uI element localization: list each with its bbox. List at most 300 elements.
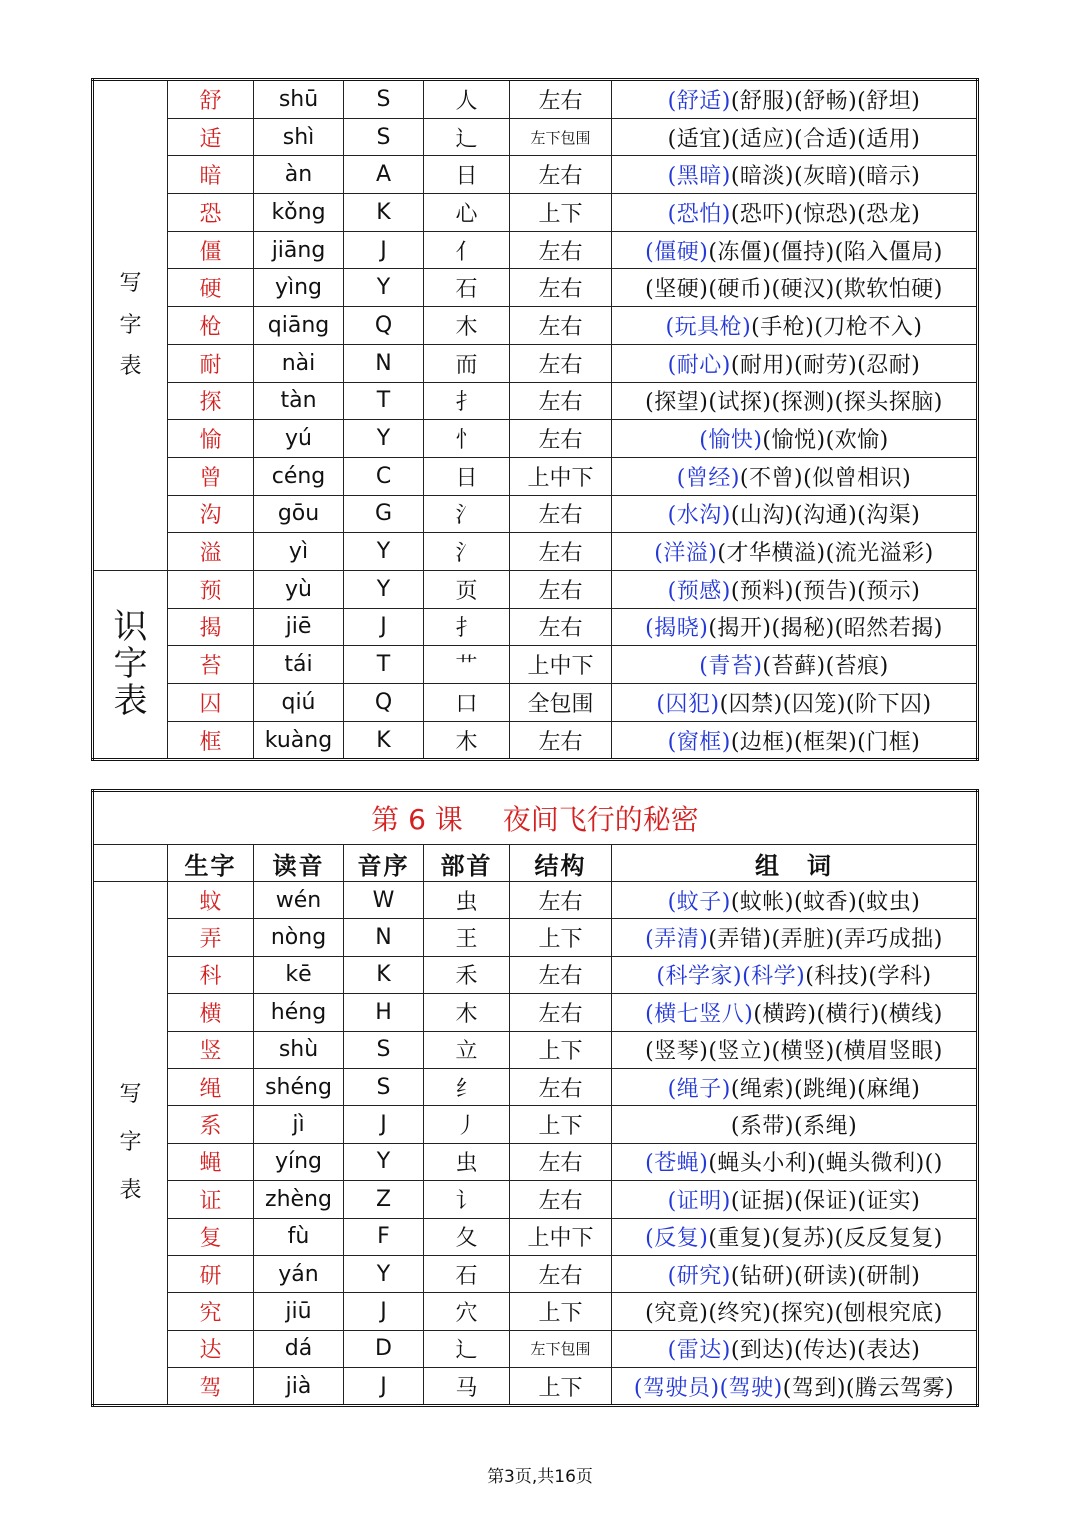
word-group: (蚊帐)(蚊香)(蚊虫) [730,889,921,915]
pinyin-cell: shì [254,118,344,156]
char-cell: 耐 [168,344,254,382]
radical-cell: 亻 [424,231,510,269]
structure-cell: 左右 [510,721,612,760]
table-row [93,570,978,608]
pinyin-cell: jià [254,1368,344,1406]
word-group: (玩具枪) [665,314,752,340]
char-cell: 预 [168,570,254,608]
word-group: (蝇头小利)(蝇头微利)() [708,1151,943,1177]
radical-cell: 石 [424,1255,510,1292]
structure-cell: 上下 [510,919,612,956]
pinyin-cell: yán [254,1255,344,1292]
word-group: (愉快) [699,428,763,454]
char-cell: 弄 [168,919,254,956]
table-row [93,608,978,646]
seq-cell: J [344,1368,424,1406]
radical-cell: 辶 [424,118,510,156]
radical-cell: 木 [424,721,510,760]
radical-cell: 禾 [424,956,510,993]
words-cell [612,1368,978,1406]
header-char: 生字 [168,845,254,882]
structure-cell: 上下 [510,1293,612,1330]
table-row [93,118,978,156]
word-group: (青苔) [699,654,763,680]
header-pinyin: 读音 [254,845,344,882]
table-row [93,1031,978,1068]
table-row [93,231,978,269]
word-group: (黑暗) [667,164,731,190]
word-group: (到达)(传达)(表达) [730,1338,921,1364]
seq-cell: J [344,1106,424,1143]
pinyin-cell: yù [254,570,344,608]
radical-cell: 虫 [424,1143,510,1180]
word-group: (愉悦)(欢愉) [762,428,889,454]
radical-cell: 木 [424,994,510,1031]
word-group: (洋溢) [654,541,718,567]
radical-cell: 日 [424,156,510,194]
seq-cell: S [344,1068,424,1105]
seq-cell: S [344,118,424,156]
table-row [93,344,978,382]
structure-cell: 左右 [510,231,612,269]
pinyin-cell: tàn [254,382,344,420]
pinyin-cell: jì [254,1106,344,1143]
words-cell [612,1181,978,1218]
structure-cell: 左右 [510,269,612,307]
radical-cell: 日 [424,457,510,495]
radical-cell: 氵 [424,533,510,571]
radical-cell: 木 [424,307,510,345]
table-row [93,457,978,495]
seq-cell: H [344,994,424,1031]
char-cell: 硬 [168,269,254,307]
words-cell [612,956,978,993]
words-cell [612,1293,978,1330]
group-label: 写字表 [119,1081,142,1204]
words-cell [612,344,978,382]
char-cell: 系 [168,1106,254,1143]
pinyin-cell: tái [254,646,344,684]
lesson-number: 第 6 课 [371,803,463,836]
seq-cell: Z [344,1181,424,1218]
pinyin-cell: zhèng [254,1181,344,1218]
structure-cell: 左下包围 [510,118,612,156]
word-group: (重复)(复苏)(反反复复) [708,1226,943,1252]
table-row [93,1255,978,1292]
radical-cell: 王 [424,919,510,956]
seq-cell: Y [344,420,424,458]
pinyin-cell: jiū [254,1293,344,1330]
word-group: (僵硬) [645,239,709,265]
words-cell [612,684,978,722]
char-cell: 适 [168,118,254,156]
word-group: (揭晓) [645,616,709,642]
char-cell: 囚 [168,684,254,722]
char-cell: 曾 [168,457,254,495]
char-cell: 沟 [168,495,254,533]
word-group: (证明) [667,1188,731,1214]
table-row [93,1068,978,1105]
pinyin-cell: wén [254,882,344,919]
structure-cell: 上下 [510,1106,612,1143]
table-row [93,533,978,571]
structure-cell: 左右 [510,80,612,119]
table-row [93,1293,978,1330]
structure-cell: 上中下 [510,457,612,495]
word-group: (恐怕) [667,201,731,227]
words-cell [612,646,978,684]
char-cell: 探 [168,382,254,420]
seq-cell: K [344,956,424,993]
char-cell: 枪 [168,307,254,345]
words-cell [612,382,978,420]
table-row [93,646,978,684]
structure-cell: 左右 [510,994,612,1031]
pinyin-cell: qiú [254,684,344,722]
word-group: (钻研)(研读)(研制) [730,1263,921,1289]
header-blank [93,845,168,882]
word-group: (驾驶员)(驾驶) [633,1375,783,1401]
words-cell [612,80,978,119]
structure-cell: 左右 [510,495,612,533]
seq-cell: Y [344,570,424,608]
structure-cell: 左右 [510,533,612,571]
radical-cell: 穴 [424,1293,510,1330]
table-row [93,269,978,307]
radical-cell: 人 [424,80,510,119]
structure-cell: 左右 [510,1181,612,1218]
char-cell: 暗 [168,156,254,194]
structure-cell: 上下 [510,1368,612,1406]
word-group: (适宜)(适应)(合适)(适用) [667,126,921,152]
seq-cell: Y [344,533,424,571]
group-label-cell [93,570,168,759]
words-cell [612,420,978,458]
table-row [93,956,978,993]
structure-cell: 左右 [510,608,612,646]
table-row [93,495,978,533]
pinyin-cell: kuàng [254,721,344,760]
words-cell [612,194,978,232]
table-row [93,307,978,345]
vocab-table-2 [91,789,979,1407]
seq-cell: N [344,919,424,956]
word-group: (才华横溢)(流光溢彩) [717,541,934,567]
structure-cell: 上中下 [510,1218,612,1255]
table-row [93,420,978,458]
table-row [93,1368,978,1406]
seq-cell: A [344,156,424,194]
word-group: (绳索)(跳绳)(麻绳) [730,1076,921,1102]
word-group: (水沟) [667,503,731,529]
word-group: (曾经) [676,465,740,491]
pinyin-cell: shéng [254,1068,344,1105]
group-label: 识字表 [113,606,148,722]
words-cell [612,495,978,533]
word-group: (究竟)(终究)(探究)(刨根究底) [645,1300,943,1326]
page-footer: 第3页,共16页 [487,1467,593,1487]
table-row [93,994,978,1031]
words-cell [612,721,978,760]
word-group: (预料)(预告)(预示) [730,578,921,604]
table-row [93,1143,978,1180]
word-group: (雷达) [667,1338,731,1364]
seq-cell: Y [344,1255,424,1292]
char-cell: 僵 [168,231,254,269]
char-cell: 苔 [168,646,254,684]
seq-cell: F [344,1218,424,1255]
table-row [93,80,978,119]
seq-cell: J [344,231,424,269]
char-cell: 研 [168,1255,254,1292]
char-cell: 蝇 [168,1143,254,1180]
structure-cell: 左右 [510,156,612,194]
structure-cell: 左右 [510,570,612,608]
radical-cell: 扌 [424,382,510,420]
header-seq: 音序 [344,845,424,882]
word-group: (探望)(试探)(探测)(探头探脑) [645,390,943,416]
pinyin-cell: héng [254,994,344,1031]
table-row [93,919,978,956]
radical-cell: 忄 [424,420,510,458]
pinyin-cell: yìng [254,269,344,307]
char-cell: 溢 [168,533,254,571]
radical-cell: 虫 [424,882,510,919]
word-group: (横跨)(横行)(横线) [753,1001,943,1027]
word-group: (绳子) [667,1076,731,1102]
word-group: (驾到)(腾云驾雾) [782,1375,955,1401]
words-cell [612,1330,978,1367]
words-cell [612,457,978,495]
table-row [93,721,978,760]
word-group: (舒适) [667,88,731,114]
word-group: (恐吓)(惊恐)(恐龙) [730,201,921,227]
radical-cell: 而 [424,344,510,382]
word-group: (坚硬)(硬币)(硬汉)(欺软怕硬) [645,277,943,303]
radical-cell: 夂 [424,1218,510,1255]
words-cell [612,882,978,919]
words-cell [612,533,978,571]
radical-cell: 口 [424,684,510,722]
words-cell [612,1068,978,1105]
words-cell [612,1255,978,1292]
pinyin-cell: kē [254,956,344,993]
structure-cell: 左右 [510,1143,612,1180]
seq-cell: S [344,80,424,119]
word-group: (反复) [645,1226,709,1252]
pinyin-cell: yì [254,533,344,571]
word-group: (耐用)(耐劳)(忍耐) [730,352,921,378]
char-cell: 愉 [168,420,254,458]
word-group: (竖琴)(竖立)(横竖)(横眉竖眼) [645,1039,943,1065]
seq-cell: T [344,382,424,420]
seq-cell: T [344,646,424,684]
structure-cell: 上下 [510,1031,612,1068]
words-cell [612,1106,978,1143]
char-cell: 舒 [168,80,254,119]
structure-cell: 左右 [510,344,612,382]
radical-cell: 立 [424,1031,510,1068]
table-row [93,156,978,194]
radical-cell: 丿 [424,1106,510,1143]
group-label-cell [93,882,168,1406]
table-row [93,1181,978,1218]
char-cell: 达 [168,1330,254,1367]
pinyin-cell: shù [254,1031,344,1068]
seq-cell: Q [344,307,424,345]
words-cell [612,919,978,956]
word-group: (耐心) [667,352,731,378]
header-radical: 部首 [424,845,510,882]
radical-cell: 扌 [424,608,510,646]
char-cell: 框 [168,721,254,760]
seq-cell: N [344,344,424,382]
words-cell [612,570,978,608]
word-group: (系带)(系绳) [730,1114,858,1140]
radical-cell: 氵 [424,495,510,533]
word-group: (弄清) [645,927,709,953]
word-group: (证据)(保证)(证实) [730,1188,921,1214]
radical-cell: 纟 [424,1068,510,1105]
table-row [93,684,978,722]
words-cell [612,608,978,646]
char-cell: 科 [168,956,254,993]
radical-cell: 马 [424,1368,510,1406]
lesson-name: 夜间飞行的秘密 [502,803,699,836]
structure-cell: 左右 [510,956,612,993]
pinyin-cell: nòng [254,919,344,956]
pinyin-cell: nài [254,344,344,382]
seq-cell: W [344,882,424,919]
word-group: (研究) [667,1263,731,1289]
structure-cell: 左右 [510,382,612,420]
radical-cell: 心 [424,194,510,232]
words-cell [612,1218,978,1255]
words-cell [612,307,978,345]
words-cell [612,231,978,269]
radical-cell: 讠 [424,1181,510,1218]
char-cell: 恐 [168,194,254,232]
structure-cell: 上下 [510,194,612,232]
structure-cell: 左右 [510,307,612,345]
table-row [93,1330,978,1367]
word-group: (边框)(框架)(门框) [730,729,921,755]
word-group: (手枪)(刀枪不入) [751,314,923,340]
seq-cell: Q [344,684,424,722]
char-cell: 揭 [168,608,254,646]
seq-cell: S [344,1031,424,1068]
group-label: 写字表 [119,270,142,380]
char-cell: 究 [168,1293,254,1330]
seq-cell: D [344,1330,424,1367]
words-cell [612,1031,978,1068]
word-group: (蚊子) [667,889,731,915]
pinyin-cell: àn [254,156,344,194]
pinyin-cell: dá [254,1330,344,1367]
char-cell: 驾 [168,1368,254,1406]
radical-cell: 辶 [424,1330,510,1367]
words-cell [612,1143,978,1180]
seq-cell: G [344,495,424,533]
word-group: (揭开)(揭秘)(昭然若揭) [708,616,943,642]
radical-cell: 页 [424,570,510,608]
seq-cell: C [344,457,424,495]
char-cell: 复 [168,1218,254,1255]
pinyin-cell: kǒng [254,194,344,232]
group-label-cell [93,80,168,571]
word-group: (横七竖八) [645,1001,754,1027]
lesson-title [93,791,978,845]
word-group: (冻僵)(僵持)(陷入僵局) [708,239,943,265]
word-group: (暗淡)(灰暗)(暗示) [730,164,921,190]
char-cell: 横 [168,994,254,1031]
pinyin-cell: fù [254,1218,344,1255]
seq-cell: J [344,608,424,646]
table-row [93,882,978,919]
word-group: (囚犯) [656,691,720,717]
header-words: 组 词 [612,845,978,882]
words-cell [612,269,978,307]
pinyin-cell: shū [254,80,344,119]
word-group: (苍蝇) [645,1151,709,1177]
structure-cell: 左下包围 [510,1330,612,1367]
header-row [93,845,978,882]
radical-cell: 石 [424,269,510,307]
structure-cell: 上中下 [510,646,612,684]
seq-cell: J [344,1293,424,1330]
pinyin-cell: céng [254,457,344,495]
lesson-title-row [93,791,978,845]
table-row [93,194,978,232]
words-cell [612,156,978,194]
header-structure: 结构 [510,845,612,882]
char-cell: 证 [168,1181,254,1218]
table-row [93,1106,978,1143]
word-group: (预感) [667,578,731,604]
word-group: (弄错)(弄脏)(弄巧成拙) [708,927,943,953]
structure-cell: 左右 [510,1068,612,1105]
pinyin-cell: yíng [254,1143,344,1180]
table-row [93,1218,978,1255]
word-group: (舒服)(舒畅)(舒坦) [730,88,921,114]
word-group: (科技)(学科) [805,964,932,990]
structure-cell: 左右 [510,1255,612,1292]
char-cell: 竖 [168,1031,254,1068]
seq-cell: Y [344,1143,424,1180]
char-cell: 绳 [168,1068,254,1105]
char-cell: 蚊 [168,882,254,919]
seq-cell: K [344,194,424,232]
word-group: (苔藓)(苔痕) [762,654,889,680]
structure-cell: 全包围 [510,684,612,722]
word-group: (山沟)(沟通)(沟渠) [730,503,921,529]
pinyin-cell: yú [254,420,344,458]
structure-cell: 左右 [510,420,612,458]
pinyin-cell: gōu [254,495,344,533]
word-group: (窗框) [667,729,731,755]
word-group: (不曾)(似曾相识) [739,465,912,491]
words-cell [612,118,978,156]
seq-cell: Y [344,269,424,307]
radical-cell: 艹 [424,646,510,684]
word-group: (囚禁)(囚笼)(阶下囚) [719,691,932,717]
word-group: (科学家)(科学) [656,964,806,990]
vocab-table-1 [91,78,979,761]
pinyin-cell: qiāng [254,307,344,345]
pinyin-cell: jiāng [254,231,344,269]
structure-cell: 左右 [510,882,612,919]
table-row [93,382,978,420]
